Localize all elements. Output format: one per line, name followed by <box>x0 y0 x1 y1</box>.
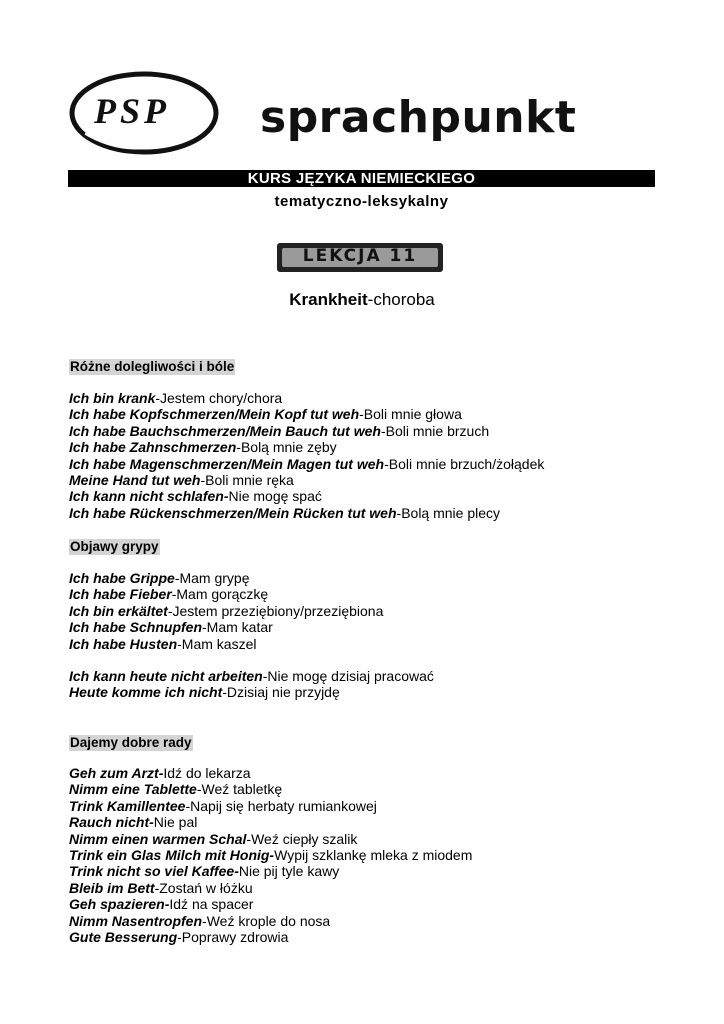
brand-name: sprachpunkt <box>260 92 577 143</box>
list-item: Nimm eine Tablette-Weź tabletkę <box>69 781 283 798</box>
logo-mark: PSP <box>94 91 171 131</box>
course-subtitle: tematyczno-leksykalny <box>274 193 449 210</box>
list-item: Ich habe Fieber-Mam gorączkę <box>69 586 269 603</box>
section-flu-extra <box>69 668 689 701</box>
list-item: Meine Hand tut weh-Boli mnie ręka <box>69 472 294 489</box>
section-flu-list <box>69 570 689 652</box>
list-item: Nimm Nasentropfen-Weź krople do nosa <box>69 912 331 929</box>
list-item: Ich habe Grippe-Mam grypę <box>69 570 250 586</box>
list-item: Geh zum Arzt-Idź do lekarza <box>69 765 251 781</box>
list-item: Ich kann heute nicht arbeiten-Nie mogę dzisiaj pracować <box>69 668 434 684</box>
title-german: Krankheit <box>289 290 368 309</box>
list-item: Ich habe Magenschmerzen/Mein Magen tut weh-Boli mnie brzuch/żołądek <box>69 455 545 472</box>
section-advice-list <box>69 765 689 945</box>
lesson-badge-label: LEKCJA 11 <box>302 246 418 266</box>
logo <box>68 70 588 160</box>
course-title: KURS JĘZYKA NIEMIECKIEGO <box>68 170 655 187</box>
section-advice <box>69 734 689 752</box>
list-item: Ich habe Husten-Mam kaszel <box>69 635 257 652</box>
list-item: Trink nicht so viel Kaffee-Nie pij tyle kawy <box>69 863 340 880</box>
list-item: Ich habe Bauchschmerzen/Mein Bauch tut weh-Boli mnie brzuch <box>69 422 490 439</box>
list-item: Ich bin krank-Jestem chory/chora <box>69 390 283 406</box>
list-item: Trink Kamillentee-Napij się herbaty rumiankowej <box>69 797 377 814</box>
list-item: Bleib im Bett-Zostań w łóżku <box>69 879 253 896</box>
lesson-badge <box>277 243 443 272</box>
section-ailments-list <box>69 390 689 521</box>
section-heading: Objawy grypy <box>70 539 159 554</box>
section-heading: Dajemy dobre rady <box>70 735 192 750</box>
title-polish: -choroba <box>367 290 435 309</box>
section-ailments <box>69 358 689 376</box>
list-item: Rauch nicht-Nie pal <box>69 814 198 831</box>
list-item: Ich habe Kopfschmerzen/Mein Kopf tut weh-Boli mnie głowa <box>69 406 462 423</box>
section-heading: Różne dolegliwości i bóle <box>70 359 235 374</box>
list-item: Ich habe Schnupfen-Mam katar <box>69 619 273 636</box>
list-item: Ich kann nicht schlafen-Nie mogę spać <box>69 488 322 505</box>
list-item: Nimm einen warmen Schal-Weź ciepły szalik <box>69 830 358 847</box>
list-item: Heute komme ich nicht-Dzisiaj nie przyjdę <box>69 684 340 701</box>
list-item: Ich bin erkältet-Jestem przeziębiony/przeziębiona <box>69 602 384 619</box>
list-item: Trink ein Glas Milch mit Honig-Wypij szklankę mleka z miodem <box>69 847 473 864</box>
list-item: Geh spazieren-Idź na spacer <box>69 896 254 913</box>
list-item: Ich habe Zahnschmerzen-Bolą mnie zęby <box>69 439 337 456</box>
page-title <box>0 290 724 310</box>
list-item: Ich habe Rückenschmerzen/Mein Rücken tut weh-Bolą mnie plecy <box>69 504 501 521</box>
section-flu <box>69 538 689 556</box>
list-item: Gute Besserung-Poprawy zdrowia <box>69 929 289 946</box>
